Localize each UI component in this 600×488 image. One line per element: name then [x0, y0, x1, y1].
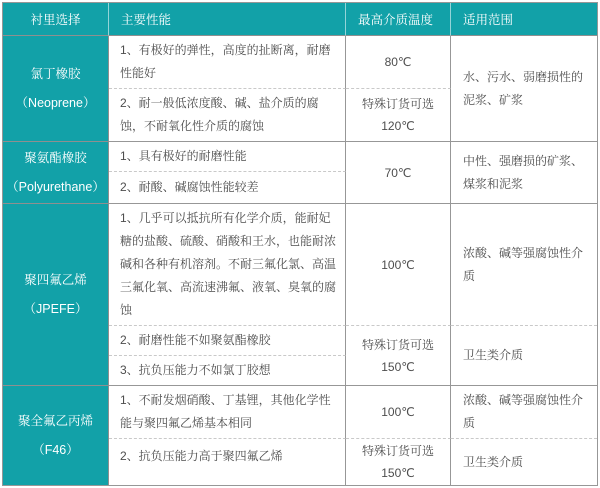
performance-cell: 3、抗负压能力不如氯丁胶想 — [109, 356, 346, 386]
lining-name-en: （JPEFE） — [23, 301, 88, 316]
performance-cell: 2、耐酸、碱腐蚀性能较差 — [109, 172, 346, 204]
application-cell: 浓酸、碱等强腐蚀性介质 — [451, 386, 597, 439]
temp-value: 120℃ — [381, 119, 415, 133]
temp-cell: 100℃ — [346, 386, 451, 439]
performance-cell: 2、耐磨性能不如聚氨酯橡胶 — [109, 326, 346, 356]
header-max-temp: 最高介质温度 — [346, 3, 451, 36]
performance-cell: 1、有极好的弹性，高度的扯断离，耐磨性能好 — [109, 36, 346, 89]
table-row — [3, 142, 597, 172]
performance-cell: 1、不耐发烟硝酸、丁基锂，其他化学性能与聚四氟乙烯基本相同 — [109, 386, 346, 439]
temp-cell: 70℃ — [346, 142, 451, 204]
temp-cell — [346, 439, 451, 485]
lining-cell-polyurethane — [3, 142, 109, 204]
temp-cell: 80℃ — [346, 36, 451, 89]
application-cell: 卫生类介质 — [451, 326, 597, 386]
application-cell: 水、污水、弱磨损性的泥浆、矿浆 — [451, 36, 597, 142]
temp-cell — [346, 89, 451, 142]
table-row — [3, 36, 597, 89]
lining-name-cn: 聚全氟乙丙烯 — [17, 413, 93, 428]
lining-name-en: （Neoprene） — [15, 95, 96, 110]
lining-selection-table — [2, 2, 598, 486]
lining-name-cn: 聚氨酯橡胶 — [24, 150, 87, 165]
application-cell: 中性、强磨损的矿浆、煤浆和泥浆 — [451, 142, 597, 204]
lining-name-en: （F46） — [32, 442, 79, 457]
lining-name-cn: 氯丁橡胶 — [30, 66, 81, 81]
lining-cell-f46 — [3, 386, 109, 485]
table-row — [3, 386, 597, 439]
application-cell: 浓酸、碱等强腐蚀性介质 — [451, 204, 597, 326]
lining-cell-neoprene — [3, 36, 109, 142]
temp-cell — [346, 326, 451, 386]
performance-cell: 1、具有极好的耐磨性能 — [109, 142, 346, 172]
lining-name-cn: 聚四氟乙烯 — [24, 272, 87, 287]
header-performance: 主要性能 — [109, 3, 346, 36]
performance-cell: 2、抗负压能力高于聚四氟乙烯 — [109, 439, 346, 485]
header-lining: 衬里选择 — [3, 3, 109, 36]
header-row — [3, 3, 597, 36]
lining-cell-jpefe — [3, 204, 109, 386]
table-row — [3, 204, 597, 326]
temp-note: 特殊订货可选 — [361, 97, 434, 111]
temp-value: 150℃ — [381, 466, 415, 480]
temp-note: 特殊订货可选 — [361, 337, 434, 352]
application-cell: 卫生类介质 — [463, 454, 524, 469]
header-application: 适用范围 — [451, 3, 597, 36]
lining-name-en: （Polyurethane） — [6, 179, 105, 194]
temp-value: 150℃ — [381, 359, 415, 374]
temp-note: 特殊订货可选 — [361, 444, 434, 458]
temp-cell: 100℃ — [346, 204, 451, 326]
performance-cell: 1、几乎可以抵抗所有化学介质，能耐妃糖的盐酸、硫酸、硝酸和王水，也能耐浓碱和各种有机溶剂。不耐三氟化氯、高温三氟化氧、高流速沸氟、液氧、臭氧的腐蚀 — [109, 204, 346, 326]
performance-cell: 2、耐一般低浓度酸、碱、盐介质的腐蚀，不耐氧化性介质的腐蚀 — [109, 89, 346, 142]
